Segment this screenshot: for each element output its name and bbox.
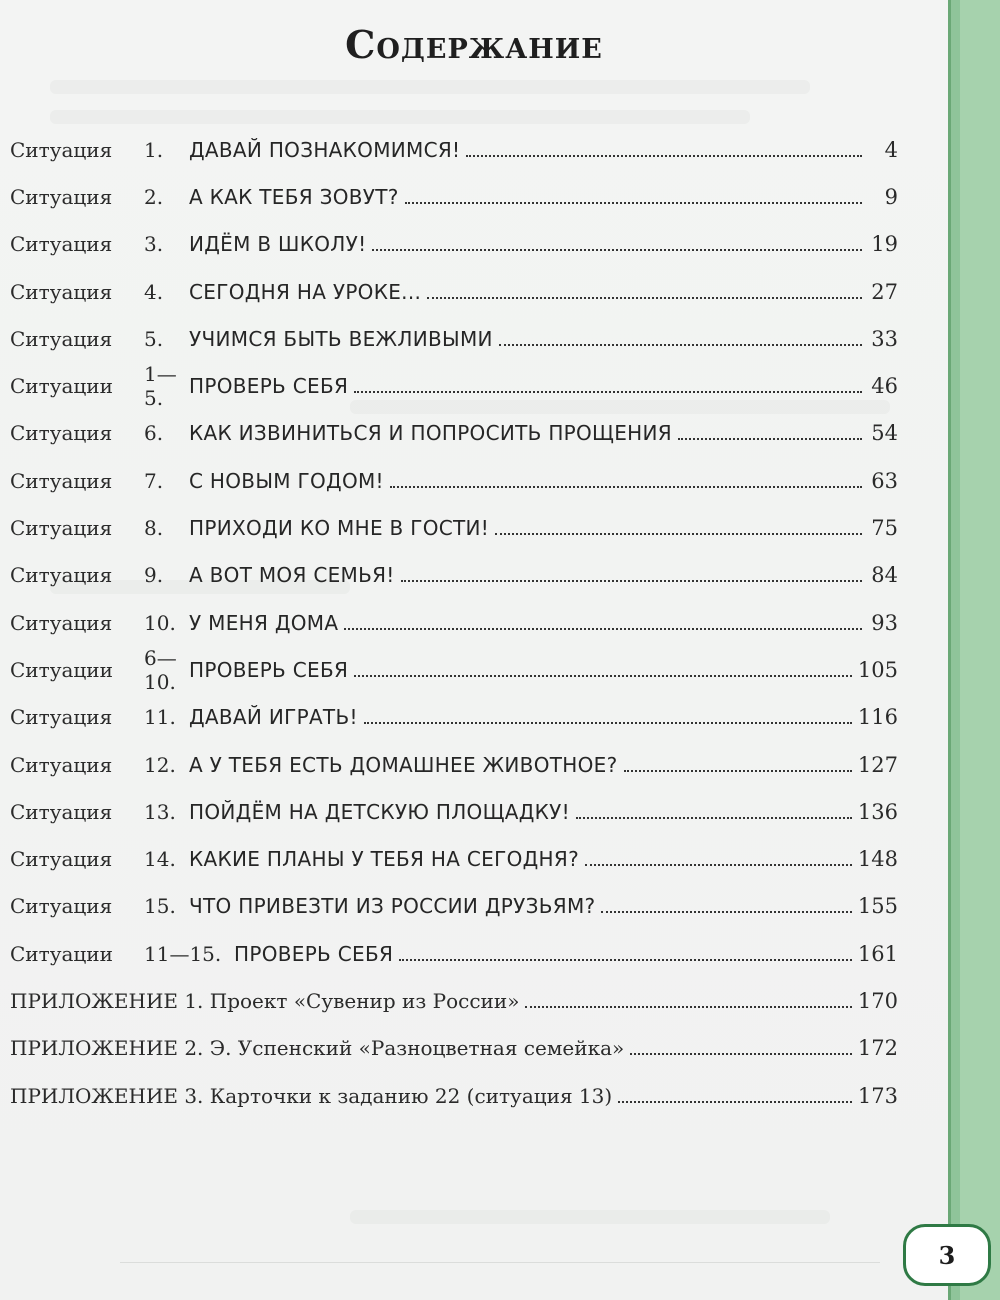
entry-page: 84 xyxy=(871,563,898,588)
toc-row[interactable] xyxy=(10,410,898,457)
entry-kind: Ситуация xyxy=(10,516,113,541)
entry-page: 75 xyxy=(871,516,898,541)
entry-page: 172 xyxy=(857,1036,898,1061)
entry-kind: Ситуация xyxy=(10,326,113,351)
entry-kind: Ситуации xyxy=(10,941,113,966)
entry-number: 12. xyxy=(144,752,176,777)
dot-leader xyxy=(354,391,862,393)
toc-row-appendix[interactable] xyxy=(10,1025,898,1072)
toc-row[interactable] xyxy=(10,362,898,409)
entry-title: КАКИЕ ПЛАНЫ У ТЕБЯ НА СЕГОДНЯ? xyxy=(189,847,580,872)
entry-kind: Ситуации xyxy=(10,374,113,399)
dot-leader xyxy=(372,249,862,251)
dot-leader xyxy=(618,1101,852,1103)
toc-row[interactable] xyxy=(10,126,898,173)
entry-number: 2. xyxy=(144,184,164,209)
entry-page: 127 xyxy=(857,752,898,777)
entry-number: 15. xyxy=(144,894,176,919)
entry-page: 105 xyxy=(857,657,898,682)
dot-leader xyxy=(401,580,862,582)
entry-page: 161 xyxy=(857,941,898,966)
entry-number: 9. xyxy=(144,563,164,588)
entry-page: 27 xyxy=(871,279,898,304)
dot-leader xyxy=(390,486,862,488)
dot-leader xyxy=(495,533,862,535)
entry-number: 1. xyxy=(144,137,164,162)
entry-title: А КАК ТЕБЯ ЗОВУТ? xyxy=(189,184,399,209)
entry-title: ПОЙДЁМ НА ДЕТСКУЮ ПЛОЩАДКУ! xyxy=(189,799,570,824)
toc-row[interactable] xyxy=(10,646,898,693)
entry-page: 170 xyxy=(857,988,898,1013)
entry-kind: Ситуация xyxy=(10,468,113,493)
entry-page: 9 xyxy=(884,184,898,209)
entry-kind: Ситуация xyxy=(10,563,113,588)
entry-page: 4 xyxy=(884,137,898,162)
entry-title: ИДЁМ В ШКОЛУ! xyxy=(189,232,367,257)
entry-title: ЧТО ПРИВЕЗТИ ИЗ РОССИИ ДРУЗЬЯМ? xyxy=(189,894,596,919)
dot-leader xyxy=(354,675,852,677)
dot-leader xyxy=(499,344,862,346)
entry-kind: Ситуация xyxy=(10,847,113,872)
toc-row[interactable] xyxy=(10,930,898,977)
entry-title: У МЕНЯ ДОМА xyxy=(189,610,339,635)
entry-title: А У ТЕБЯ ЕСТЬ ДОМАШНЕЕ ЖИВОТНОЕ? xyxy=(189,752,618,777)
toc-row[interactable] xyxy=(10,741,898,788)
entry-title: УЧИМСЯ БЫТЬ ВЕЖЛИВЫМИ xyxy=(189,326,493,351)
entry-page: 136 xyxy=(857,799,898,824)
dot-leader xyxy=(576,817,852,819)
green-margin-band xyxy=(960,0,1000,1300)
entry-kind: Ситуация xyxy=(10,184,113,209)
entry-number: 13. xyxy=(144,799,176,824)
toc-row[interactable] xyxy=(10,599,898,646)
entry-page: 116 xyxy=(857,705,898,730)
entry-number: 6—10. xyxy=(144,645,177,694)
entry-page: 93 xyxy=(871,610,898,635)
entry-number: 8. xyxy=(144,516,164,541)
entry-page: 33 xyxy=(871,326,898,351)
entry-kind: Ситуация xyxy=(10,610,113,635)
entry-number: 14. xyxy=(144,847,176,872)
dot-leader xyxy=(344,628,862,630)
toc-row[interactable] xyxy=(10,504,898,551)
entry-kind: Ситуация xyxy=(10,421,113,446)
dot-leader xyxy=(427,297,862,299)
toc-row[interactable] xyxy=(10,173,898,220)
entry-number: 5. xyxy=(144,326,164,351)
toc-row[interactable] xyxy=(10,883,898,930)
dot-leader xyxy=(630,1053,852,1055)
entry-number: 6. xyxy=(144,421,164,446)
dot-leader xyxy=(585,864,852,866)
toc-row[interactable] xyxy=(10,268,898,315)
dot-leader xyxy=(466,155,862,157)
appendix-title: ПРИЛОЖЕНИЕ 1. Проект «Сувенир из России» xyxy=(10,988,520,1013)
entry-page: 54 xyxy=(871,421,898,446)
toc-row-appendix[interactable] xyxy=(10,977,898,1024)
entry-number: 10. xyxy=(144,610,176,635)
toc-row[interactable] xyxy=(10,835,898,882)
toc-row[interactable] xyxy=(10,788,898,835)
entry-title: СЕГОДНЯ НА УРОКЕ... xyxy=(189,279,422,304)
entry-number: 11—15. xyxy=(144,941,222,966)
entry-title: ПРИХОДИ КО МНЕ В ГОСТИ! xyxy=(189,516,490,541)
entry-kind: Ситуации xyxy=(10,657,113,682)
dot-leader xyxy=(405,202,862,204)
dot-leader xyxy=(399,959,852,961)
entry-kind: Ситуация xyxy=(10,137,113,162)
entry-number: 4. xyxy=(144,279,164,304)
entry-number: 1—5. xyxy=(144,362,177,411)
entry-number: 11. xyxy=(144,705,176,730)
dot-leader xyxy=(678,438,862,440)
entry-page: 63 xyxy=(871,468,898,493)
toc-row[interactable] xyxy=(10,694,898,741)
toc-row[interactable] xyxy=(10,315,898,362)
table-of-contents xyxy=(10,126,898,1119)
entry-kind: Ситуация xyxy=(10,799,113,824)
entry-title: ПРОВЕРЬ СЕБЯ xyxy=(234,941,394,966)
entry-page: 46 xyxy=(871,374,898,399)
dot-leader xyxy=(525,1006,851,1008)
toc-row[interactable] xyxy=(10,552,898,599)
entry-number: 7. xyxy=(144,468,164,493)
entry-number: 3. xyxy=(144,232,164,257)
dot-leader xyxy=(364,722,852,724)
entry-title: ДАВАЙ ИГРАТЬ! xyxy=(189,705,358,730)
entry-page: 148 xyxy=(857,847,898,872)
dot-leader xyxy=(601,911,851,913)
footer-rule xyxy=(120,1262,880,1263)
dot-leader xyxy=(624,770,852,772)
entry-page: 173 xyxy=(857,1083,898,1108)
entry-kind: Ситуация xyxy=(10,279,113,304)
entry-title: ДАВАЙ ПОЗНАКОМИМСЯ! xyxy=(189,137,461,162)
page-number-badge xyxy=(903,1224,991,1286)
entry-kind: Ситуация xyxy=(10,894,113,919)
toc-row-appendix[interactable] xyxy=(10,1072,898,1119)
appendix-title: ПРИЛОЖЕНИЕ 2. Э. Успенский «Разноцветная семейка» xyxy=(10,1036,625,1061)
entry-title: А ВОТ МОЯ СЕМЬЯ! xyxy=(189,563,395,588)
entry-title: ПРОВЕРЬ СЕБЯ xyxy=(189,374,349,399)
entry-page: 155 xyxy=(857,894,898,919)
entry-kind: Ситуация xyxy=(10,705,113,730)
entry-title: КАК ИЗВИНИТЬСЯ И ПОПРОСИТЬ ПРОЩЕНИЯ xyxy=(189,421,672,446)
entry-kind: Ситуация xyxy=(10,232,113,257)
toc-row[interactable] xyxy=(10,457,898,504)
page-number: 3 xyxy=(938,1240,956,1270)
entry-kind: Ситуация xyxy=(10,752,113,777)
entry-title: ПРОВЕРЬ СЕБЯ xyxy=(189,657,349,682)
entry-title: С НОВЫМ ГОДОМ! xyxy=(189,468,384,493)
toc-row[interactable] xyxy=(10,221,898,268)
appendix-title: ПРИЛОЖЕНИЕ 3. Карточки к заданию 22 (ситуация 13) xyxy=(10,1083,613,1108)
entry-page: 19 xyxy=(871,232,898,257)
page-title: Содержание xyxy=(345,22,603,67)
